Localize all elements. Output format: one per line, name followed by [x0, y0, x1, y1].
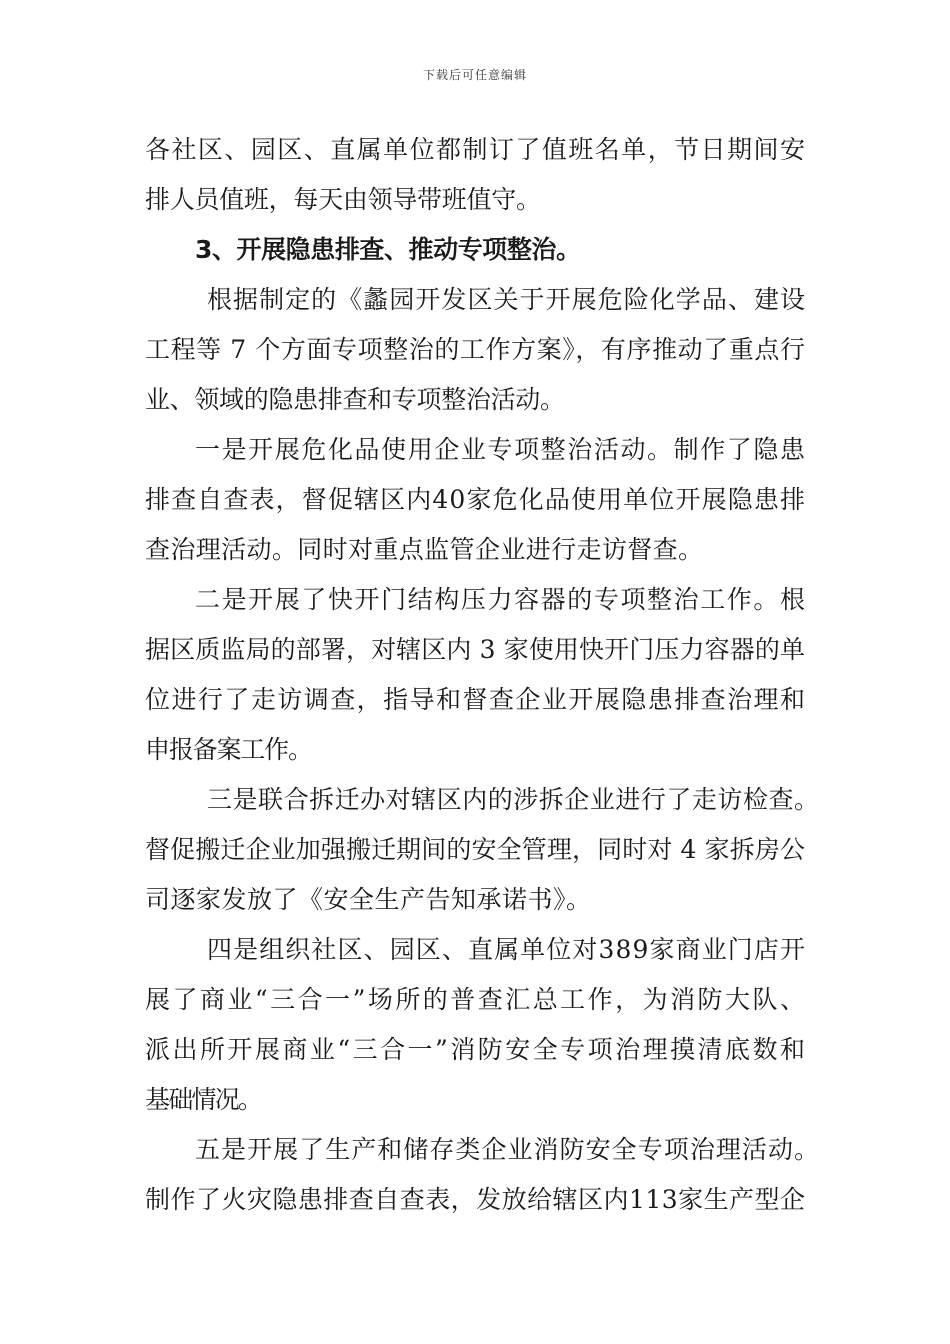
paragraph-line: 司逐家发放了《安全生产告知承诺书》。	[145, 885, 592, 914]
paragraph-line: 一是开展危化品使用企业专项整治活动。制作了隐患	[195, 435, 807, 464]
paragraph-line: 业、领域的隐患排查和专项整治活动。	[145, 385, 565, 414]
paragraph-line: 查治理活动。同时对重点监管企业进行走访督查。	[145, 535, 704, 564]
section-heading: 3、开展隐患排查、推动专项整治。	[195, 235, 581, 264]
paragraph-line: 五是开展了生产和储存类企业消防安全专项治理活动。	[195, 1135, 821, 1164]
header-note: 下载后可任意编辑	[422, 68, 527, 82]
paragraph-line: 工程等 7 个方面专项整治的工作方案》，有序推动了重点行	[145, 335, 806, 364]
paragraph-line: 四是组织社区、园区、直属单位对389家商业门店开	[207, 935, 807, 964]
paragraph-line: 排查自查表，督促辖区内40家危化品使用单位开展隐患排	[145, 485, 807, 514]
paragraph-line: 督促搬迁企业加强搬迁期间的安全管理，同时对 4 家拆房公	[145, 835, 806, 864]
paragraph-line: 位进行了走访调查，指导和督查企业开展隐患排查治理和	[145, 685, 807, 714]
paragraph-line: 二是开展了快开门结构压力容器的专项整治工作。根	[195, 585, 807, 614]
paragraph-line: 根据制定的《蠡园开发区关于开展危险化学品、建设	[207, 285, 807, 314]
paragraph-line: 排人员值班，每天由领导带班值守。	[145, 185, 541, 214]
paragraph-line: 申报备案工作。	[145, 735, 312, 764]
paragraph-line: 三是联合拆迁办对辖区内的涉拆企业进行了走访检查。	[207, 785, 820, 814]
paragraph-line: 展了商业“三合一”场所的普查汇总工作，为消防大队、	[145, 985, 808, 1014]
paragraph-line: 制作了火灾隐患排查自查表，发放给辖区内113家生产型企	[145, 1185, 806, 1214]
paragraph-line: 派出所开展商业“三合一”消防安全专项治理摸清底数和	[145, 1035, 808, 1064]
paragraph-line: 基础情况。	[145, 1085, 262, 1114]
paragraph-line: 据区质监局的部署，对辖区内 3 家使用快开门压力容器的单	[145, 635, 806, 664]
paragraph-line: 各社区、园区、直属单位都制订了值班名单，节日期间安	[145, 135, 807, 164]
